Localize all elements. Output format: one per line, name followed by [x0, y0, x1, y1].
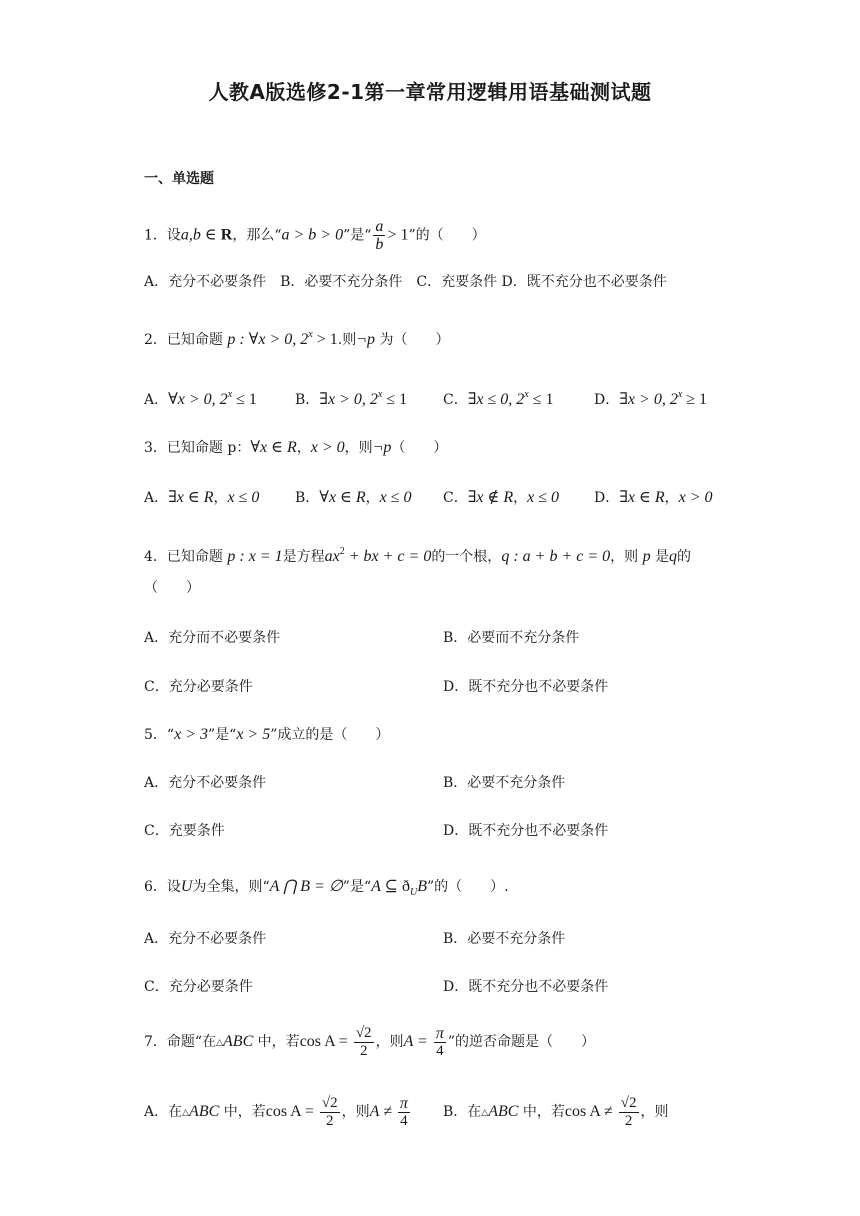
q7-option-b	[443, 1092, 669, 1132]
q2-option-d	[594, 385, 707, 410]
q2-c-label: C．	[443, 392, 468, 408]
q7-fraction-2	[434, 1025, 446, 1060]
q2-text: 已知命题	[166, 332, 228, 348]
q4-mid2: 的一个根，	[431, 549, 502, 565]
q3-expr2: x > 0	[310, 439, 345, 456]
q4-option-b: B．必要而不充分条件	[443, 630, 580, 646]
question-2	[144, 325, 449, 350]
q1-real-set: R	[220, 226, 233, 244]
q3-a-expr2: x ≤ 0	[227, 489, 260, 506]
q6-e3: B	[417, 878, 428, 895]
q4-option-a: A．充分而不必要条件	[144, 630, 281, 646]
q3-end: （ ）	[391, 440, 448, 456]
q3-c-expr: ∃x ∉ R	[467, 489, 514, 506]
q5-option-c: C．充要条件	[144, 823, 225, 839]
q4-option-c: C．充分必要条件	[144, 679, 253, 695]
q6-text: 设	[166, 879, 181, 895]
q7-a-mid2: ，则	[341, 1104, 370, 1120]
q5-option-a: A．充分不必要条件	[144, 775, 267, 791]
q3-a-expr: ∃x ∈ R	[168, 489, 214, 506]
section-heading: 一、单选题	[144, 171, 214, 187]
q2-c-sup: x	[524, 389, 529, 400]
q7-f1-den: 2	[359, 1042, 368, 1059]
q7-fraction-1	[354, 1025, 374, 1060]
q3-d-expr2: x > 0	[678, 489, 713, 506]
q5-option-b: B．必要不充分条件	[443, 775, 566, 791]
q1-condition: a > b > 0	[281, 226, 344, 244]
q2-a-sup: x	[227, 389, 233, 400]
question-5	[144, 725, 389, 745]
q4-p2: p	[642, 548, 651, 565]
q5-mid: ”是“	[208, 727, 237, 743]
q6-U: U	[180, 878, 193, 895]
q2-a-tail: ≤ 1	[232, 391, 257, 408]
q2-b-label: B．	[295, 392, 320, 408]
q7-number: 7．	[144, 1034, 167, 1050]
q7-abc: ABC	[223, 1033, 254, 1050]
q3-d-label: D．	[594, 490, 620, 506]
q7-b-fraction-1	[619, 1095, 639, 1130]
q3-b-comma: ，	[365, 490, 380, 506]
q6-number: 6．	[144, 879, 167, 895]
q3-expr: ∀x ∈ R	[250, 439, 297, 456]
q6-option-a: A．充分不必要条件	[144, 931, 267, 947]
triangle-icon: △	[216, 1037, 224, 1047]
q2-d-tail: ≥ 1	[682, 391, 708, 408]
q1-frac-den: b	[375, 236, 384, 253]
q3-b-label: B．	[295, 490, 320, 506]
q3-c1: ，	[296, 440, 311, 456]
q3-b-expr: ∀x ∈ R	[319, 489, 366, 506]
q4-option-d: D．既不充分也不必要条件	[443, 679, 609, 695]
q2-option-c	[443, 385, 554, 410]
q7-b-mid: 中，若	[518, 1104, 565, 1120]
q1-fraction	[373, 218, 385, 253]
q4-sup: 2	[339, 546, 345, 557]
q3-text: 已知命题 p：	[166, 440, 251, 456]
q5-number: 5．	[144, 727, 167, 743]
q7-mid2: ，则	[375, 1034, 404, 1050]
q1-text: 设	[166, 227, 181, 244]
question-6	[144, 877, 509, 903]
q6-option-b: B．必要不充分条件	[443, 931, 566, 947]
q7-b-cos: cos A ≠	[564, 1103, 617, 1120]
q5-option-d: D．既不充分也不必要条件	[443, 823, 609, 839]
q7-a-pre: A．在	[144, 1104, 183, 1120]
q2-a-label: A．	[144, 392, 169, 408]
q3-d-comma: ，	[664, 490, 679, 506]
q7-b-f1-num: √2	[620, 1094, 637, 1111]
q1-text-mid: ，那么“	[232, 227, 282, 244]
page-title: 人教A版选修2-1第一章常用逻辑用语基础测试题	[208, 80, 652, 104]
q4-eq: ax	[324, 548, 340, 565]
q3-option-b	[295, 488, 412, 508]
q5-e2: x > 5	[236, 726, 271, 743]
q7-a-f1-num: √2	[321, 1094, 338, 1111]
q7-a-fraction-2	[398, 1095, 410, 1130]
q4-paren: （ ）	[144, 580, 200, 596]
triangle-icon: △	[182, 1107, 190, 1117]
q6-complement-sub: U	[410, 887, 418, 898]
q7-b-end: ，则	[640, 1104, 669, 1120]
q6-mid2: ”是“	[342, 879, 372, 895]
q1-text-mid2: ”是“	[343, 227, 372, 244]
q3-c-expr2: x ≤ 0	[527, 489, 560, 506]
q2-d-expr: ∃x > 0, 2	[619, 391, 678, 408]
q6-option-d: D．既不充分也不必要条件	[443, 979, 609, 995]
q7-b-pre: B．在	[443, 1104, 482, 1120]
q7-option-a	[144, 1092, 412, 1132]
q7-a-f2-num: π	[399, 1094, 408, 1112]
q7-pre: 命题“在	[166, 1034, 217, 1050]
q1-text-end: ”的（ ）	[408, 227, 486, 244]
q4-mid: 是方程	[282, 549, 325, 565]
q3-option-a	[144, 488, 259, 508]
q2-number: 2．	[144, 332, 167, 348]
q3-d-expr: ∃x ∈ R	[619, 489, 665, 506]
q3-mid: ，则	[344, 440, 373, 456]
question-3	[144, 438, 447, 458]
q1-var-a: a	[180, 226, 189, 244]
q1-frac-num: a	[375, 218, 384, 235]
q5-end: ”成立的是（ ）	[270, 727, 390, 743]
triangle-icon: △	[481, 1107, 489, 1117]
q7-f2-den: 4	[436, 1042, 444, 1059]
q7-a-ne: A ≠	[369, 1103, 396, 1120]
q7-b-abc: ABC	[488, 1103, 519, 1120]
q4-mid4: 是	[650, 549, 670, 565]
q7-a-abc: ABC	[189, 1103, 220, 1120]
q3-c-label: C．	[443, 490, 468, 506]
q3-negp: ¬p	[372, 439, 392, 456]
q6-mid: 为全集，则“	[192, 879, 270, 895]
q2-expr: : ∀x > 0, 2	[235, 331, 309, 348]
q7-a-f2-den: 4	[400, 1112, 408, 1129]
question-1	[144, 218, 486, 253]
q2-b-tail: ≤ 1	[382, 391, 408, 408]
q7-a-mid: 中，若	[219, 1104, 266, 1120]
q3-option-d	[594, 488, 713, 508]
q3-c-comma: ，	[513, 490, 528, 506]
q1-number: 1．	[144, 227, 167, 244]
question-4	[144, 542, 691, 567]
q6-e1: A ⋂ B = ∅	[269, 878, 343, 895]
q6-option-c: C．充分必要条件	[144, 979, 253, 995]
q2-d-sup: x	[677, 389, 683, 400]
q2-c-tail: ≤ 1	[528, 391, 554, 408]
q3-number: 3．	[144, 440, 167, 456]
q4-end: 的	[677, 549, 692, 565]
q7-f1-num: √2	[355, 1024, 372, 1041]
q3-option-c	[443, 488, 559, 508]
q4-eq2: + bx + c = 0	[344, 548, 432, 565]
q7-cos: cos A =	[299, 1033, 352, 1050]
q6-e2: A ⊆	[371, 878, 402, 895]
q2-b-expr: ∃x > 0, 2	[319, 391, 378, 408]
q4-q: q : a + b + c = 0	[501, 548, 611, 565]
q3-a-label: A．	[144, 490, 169, 506]
q5-q1: “	[166, 727, 175, 743]
q1-options: A．充分不必要条件 B．必要不充分条件 C．充要条件 D．既不充分也不必要条件	[144, 274, 667, 290]
q1-comma: ,	[188, 226, 193, 244]
q4-mid3: ，则	[610, 549, 643, 565]
q7-a-fraction-1	[320, 1095, 340, 1130]
q2-a-expr: ∀x > 0, 2	[168, 391, 228, 408]
q2-mid: .则	[337, 332, 357, 348]
q5-e1: x > 3	[174, 726, 208, 743]
q4-p: p : x = 1	[227, 548, 283, 565]
q3-b-expr2: x ≤ 0	[379, 489, 412, 506]
q7-f2-num: π	[435, 1024, 444, 1042]
q1-gt1: > 1	[387, 226, 409, 244]
q7-end: ”的逆否命题是（ ）	[447, 1034, 596, 1050]
q2-option-b	[295, 385, 407, 410]
q2-p: p	[227, 331, 236, 348]
q7-mid: 中，若	[253, 1034, 300, 1050]
q7-A-eq: A =	[403, 1033, 432, 1050]
q2-d-label: D．	[594, 392, 620, 408]
q2-expr2: > 1	[312, 331, 338, 348]
q1-in: ∈	[200, 226, 221, 244]
q3-a-comma: ，	[213, 490, 228, 506]
q2-sup: x	[308, 329, 313, 340]
q4-q2: q	[669, 548, 678, 565]
q7-b-f1-den: 2	[624, 1112, 633, 1129]
q6-complement: ð	[402, 878, 410, 895]
q2-b-sup: x	[377, 389, 383, 400]
q4-number: 4．	[144, 549, 167, 565]
q2-c-expr: ∃x ≤ 0, 2	[467, 391, 525, 408]
q2-end: 为（ ）	[375, 332, 450, 348]
question-7	[144, 1022, 595, 1062]
q7-a-cos: cos A =	[265, 1103, 318, 1120]
q4-text: 已知命题	[166, 549, 228, 565]
q6-end: ”的（ ）.	[427, 879, 509, 895]
q2-negp: ¬p	[356, 331, 375, 348]
q7-a-f1-den: 2	[325, 1112, 334, 1129]
q1-var-b: b	[192, 226, 201, 244]
q2-option-a	[144, 385, 257, 410]
